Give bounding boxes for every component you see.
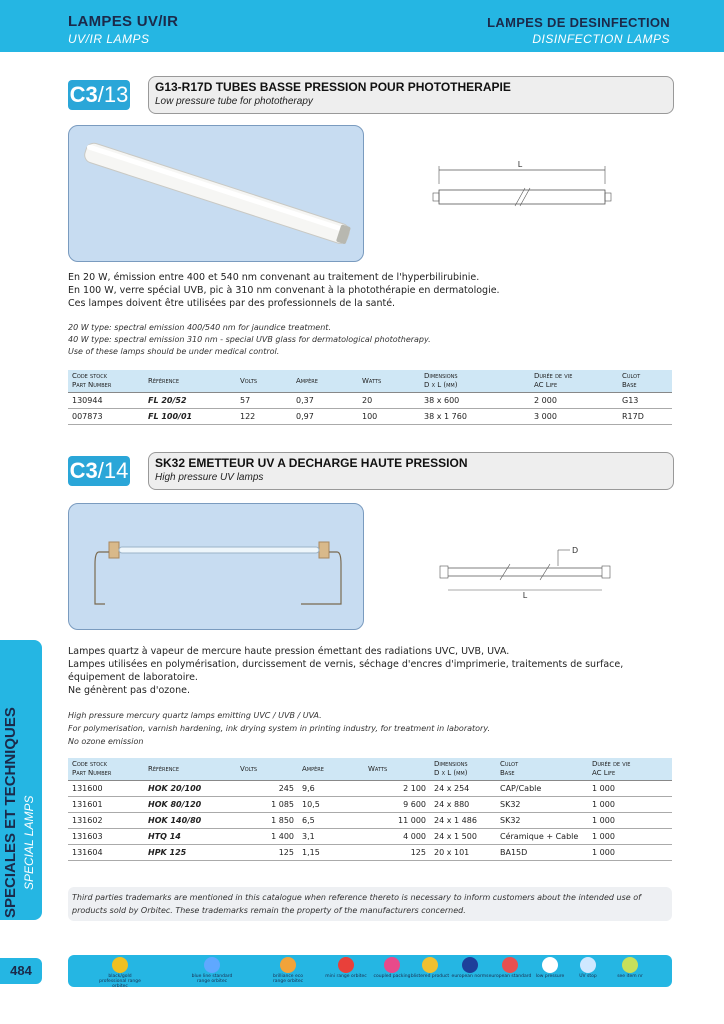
uv-stop-icon: [580, 957, 596, 973]
table-header: Dimensions D x L (mm): [420, 370, 530, 393]
low-pressure-icon: [542, 957, 558, 973]
dimension-diagram-uv-lamp: [430, 540, 620, 600]
table-row: 131602 HOK 140/80 1 850 6,5 11 000 24 x 1 486 SK32 1 000: [68, 813, 672, 829]
desc-fr-line: En 20 W, émission entre 400 et 540 nm convenant au traitement de l'hyperbilirubinie.: [68, 272, 480, 283]
table-header: Référence: [144, 370, 236, 393]
legend-item: european standard: [488, 957, 532, 979]
packing-icon: [384, 957, 400, 973]
svg-text:D: D: [572, 546, 579, 555]
legend-item: low pressure: [528, 957, 572, 979]
desc-fr-line: Ces lampes doivent être utilisées par des professionnels de la santé.: [68, 298, 396, 309]
table-header: Durée de vie AC Life: [588, 758, 672, 781]
legend-item: mini range orbitec: [324, 957, 368, 979]
table-row: 131601 HOK 80/120 1 085 10,5 9 600 24 x 880 SK32 1 000: [68, 797, 672, 813]
table-header: Code stock Part Number: [68, 370, 144, 393]
spec-table-section2: [68, 758, 672, 861]
table-header: Culot Base: [618, 370, 672, 393]
section-code-badge: C3/13: [68, 80, 130, 110]
product-photo-fluorescent-tube: [68, 125, 364, 262]
side-tab-title: SPECIALES ET TECHNIQUES: [2, 707, 19, 918]
table-header: Code stock Part Number: [68, 758, 144, 781]
table-row: 130944 FL 20/52 57 0,37 20 38 x 600 2 000 G13: [68, 393, 672, 409]
header-left-title: LAMPES UV/IR: [68, 13, 179, 30]
table-header: Culot Base: [496, 758, 588, 781]
desc-fr-line: équipement de laboratoire.: [68, 672, 198, 683]
legend-item: black/gold professional range orbitec: [98, 957, 142, 989]
table-header: Référence: [144, 758, 236, 781]
table-row: 131603 HTQ 14 1 400 3,1 4 000 24 x 1 500 Céramique + Cable 1 000: [68, 829, 672, 845]
section-subtitle: Low pressure tube for phototherapy: [155, 96, 313, 107]
section-code-badge: C3/14: [68, 456, 130, 486]
legend-item: see item nr: [608, 957, 652, 979]
legend-item: coupled packing: [370, 957, 414, 979]
desc-fr-line: Lampes quartz à vapeur de mercure haute pression émettant des radiations UVC, UVB, UVA.: [68, 646, 510, 657]
standard-icon: [502, 957, 518, 973]
table-header: Watts: [358, 370, 420, 393]
header-right-subtitle: DISINFECTION LAMPS: [532, 32, 670, 46]
side-tab-subtitle: SPECIAL LAMPS: [22, 795, 36, 890]
legend-item: UV stop: [566, 957, 610, 979]
legend-item: blue line standard range orbitec: [190, 957, 234, 984]
section-title: SK32 EMETTEUR UV A DECHARGE HAUTE PRESSION: [155, 456, 468, 470]
trademark-disclaimer: Third parties trademarks are mentioned in this catalogue when reference thereto is necessary to inform customers about the intended use of products sold by Orbitec. These trademarks remain the property of the manufacturers concerned.: [68, 887, 672, 921]
desc-en-line: For polymerisation, varnish hardening, ink drying system in printing industry, for treatment in laboratory.: [68, 724, 490, 733]
page-number: 484: [0, 958, 42, 984]
european-icon: [462, 957, 478, 973]
desc-fr-line: Ne génèrent pas d'ozone.: [68, 685, 190, 696]
table-row: 131600 HOK 20/100 245 9,6 2 100 24 x 254 CAP/Cable 1 000: [68, 781, 672, 797]
section-title-box: [148, 452, 674, 490]
black-gold-icon: [112, 957, 128, 973]
desc-fr-line: En 100 W, verre spécial UVB, pic à 310 nm convenant à la photothérapie en dermatologie.: [68, 285, 500, 296]
desc-en-line: Use of these lamps should be under medical control.: [68, 347, 280, 356]
legend-item: brilliance eco range orbitec: [266, 957, 310, 984]
svg-text:L: L: [517, 160, 523, 169]
table-row: 007873 FL 100/01 122 0,97 100 38 x 1 760 3 000 R17D: [68, 409, 672, 425]
see-item-icon: [622, 957, 638, 973]
svg-text:L: L: [522, 591, 528, 600]
page-header: [0, 0, 724, 52]
table-header: Volts: [236, 758, 298, 781]
table-header: Ampère: [292, 370, 358, 393]
section-title: G13-R17D TUBES BASSE PRESSION POUR PHOTOTHERAPIE: [155, 80, 511, 94]
table-row: 131604 HPK 125 125 1,15 125 20 x 101 BA15D 1 000: [68, 845, 672, 861]
desc-fr-line: Lampes utilisées en polymérisation, durcissement de vernis, séchage d'encres d'imprimerie, traitements de surface,: [68, 659, 624, 670]
table-header: Durée de vie AC Life: [530, 370, 618, 393]
desc-en-line: 20 W type: spectral emission 400/540 nm for jaundice treatment.: [68, 323, 331, 332]
section-title-box: [148, 76, 674, 114]
dimension-diagram-tube: [425, 160, 615, 220]
desc-en-line: High pressure mercury quartz lamps emitting UVC / UVB / UVA.: [68, 711, 322, 720]
blue-line-icon: [204, 957, 220, 973]
spec-table-section1: [68, 370, 672, 425]
legend-item: european norms: [448, 957, 492, 979]
desc-en-line: No ozone emission: [68, 737, 144, 746]
table-header: Volts: [236, 370, 292, 393]
section-subtitle: High pressure UV lamps: [155, 472, 264, 483]
brilliance-icon: [280, 957, 296, 973]
mini-range-icon: [338, 957, 354, 973]
blister-icon: [422, 957, 438, 973]
table-header: Ampère: [298, 758, 364, 781]
footer-legend-bar: [68, 955, 672, 987]
header-left-subtitle: UV/IR LAMPS: [68, 32, 150, 46]
product-photo-uv-lamp: [68, 503, 364, 630]
table-header: Dimensions D x L (mm): [430, 758, 496, 781]
header-right-title: LAMPES DE DESINFECTION: [487, 15, 670, 30]
table-header: Watts: [364, 758, 430, 781]
side-category-tab: [0, 640, 42, 920]
legend-item: blistered product: [408, 957, 452, 979]
desc-en-line: 40 W type: spectral emission 310 nm - special UVB glass for dermatological phototherapy.: [68, 335, 431, 344]
